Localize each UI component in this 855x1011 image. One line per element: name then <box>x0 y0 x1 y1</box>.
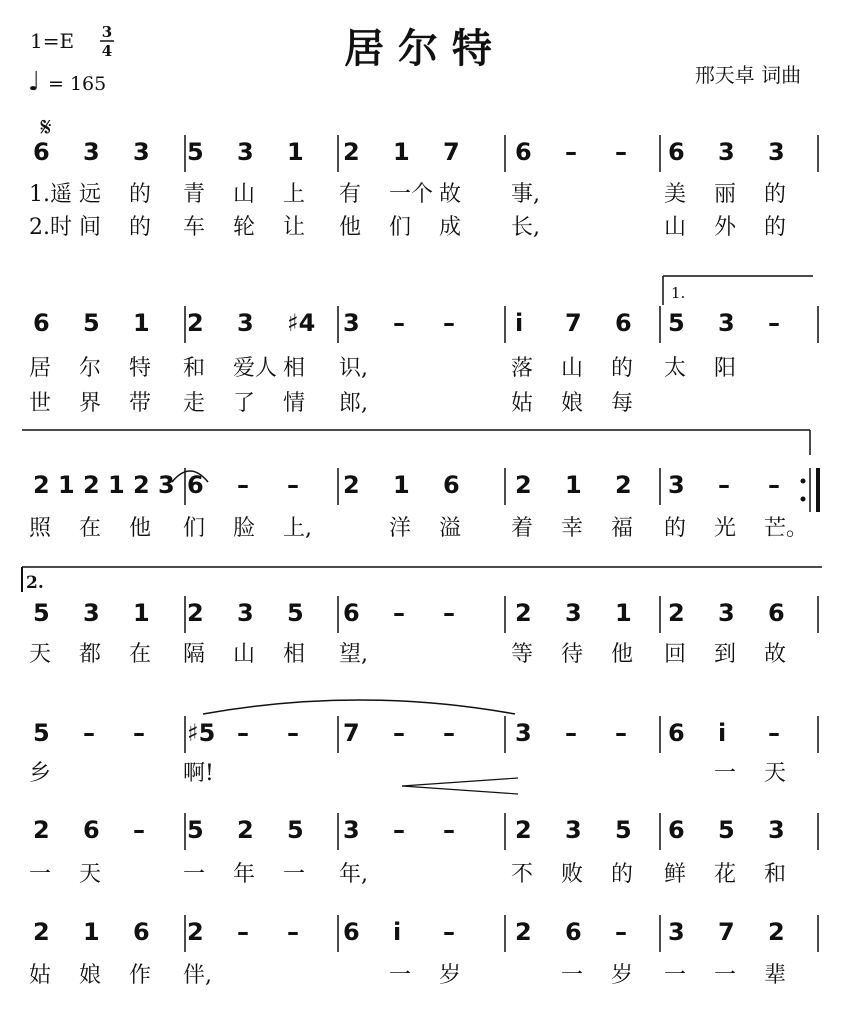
lyric-syllable: 故 <box>439 182 462 207</box>
lyric-syllable: 娘 <box>79 963 102 988</box>
lyric-syllable: 相 <box>283 642 306 667</box>
time-signature-top: 3 <box>101 23 113 41</box>
lyric-syllable: 作 <box>129 963 152 988</box>
score-row-7 <box>29 915 818 988</box>
lyric-syllable: 芒。 <box>764 516 809 541</box>
lyric-syllable: 2.时 <box>29 215 72 240</box>
lyric-syllable: 相 <box>283 356 306 381</box>
lyric-syllable: 啊! <box>183 761 214 786</box>
note: 3 <box>718 138 735 166</box>
lyric-syllable: 的 <box>764 215 787 240</box>
note: 2 <box>187 599 204 627</box>
lyric-syllable: 待 <box>561 642 584 667</box>
note: – <box>133 816 145 844</box>
lyric-syllable: 一 <box>389 963 412 988</box>
score-rows <box>29 135 818 988</box>
score-row-2 <box>29 306 818 416</box>
volta-bracket-2 <box>22 567 822 593</box>
note: 2 <box>343 471 360 499</box>
score-row-5 <box>29 716 818 786</box>
note: – <box>443 918 455 946</box>
lyric-syllable: 们 <box>389 215 412 240</box>
note: 3 <box>768 816 785 844</box>
lyric-syllable: 丽 <box>714 182 737 207</box>
lyric-syllable: 有 <box>339 182 362 207</box>
lyric-syllable: 年 <box>233 862 256 887</box>
lyric-syllable: 落 <box>511 356 534 381</box>
lyric-syllable: 间 <box>79 215 102 240</box>
note: – <box>287 719 299 747</box>
note: 5 <box>33 719 50 747</box>
lyric-syllable: 了 <box>233 391 256 416</box>
lyric-syllable: 带 <box>129 391 152 416</box>
lyric-syllable: 山 <box>233 642 256 667</box>
lyric-syllable: 脸 <box>233 516 256 541</box>
lyric-syllable: 事, <box>511 182 540 207</box>
note: 3 <box>565 599 582 627</box>
volta-continuation <box>22 430 810 455</box>
note: 3 <box>768 138 785 166</box>
lyric-syllable: 一 <box>664 963 687 988</box>
note: 3 <box>668 471 685 499</box>
lyric-syllable: 一 <box>29 862 52 887</box>
lyric-syllable: 岁 <box>611 963 634 988</box>
lyric-syllable: 的 <box>611 862 634 887</box>
lyric-syllable: 太 <box>664 356 687 381</box>
lyric-syllable: 福 <box>611 516 634 541</box>
note: – <box>615 719 627 747</box>
note: 2 <box>668 599 685 627</box>
note: 3 <box>565 816 582 844</box>
note: – <box>393 816 405 844</box>
note: 3 <box>515 719 532 747</box>
lyric-syllable: 在 <box>79 516 102 541</box>
note: 5 <box>33 599 50 627</box>
score-header <box>28 23 801 143</box>
note: 7 <box>343 719 360 747</box>
lyric-syllable: 他 <box>611 642 634 667</box>
lyric-syllable: 成 <box>439 215 462 240</box>
lyric-syllable: 洋 <box>389 516 412 541</box>
lyric-syllable: 一 <box>283 862 306 887</box>
lyric-syllable: 姑 <box>511 391 534 416</box>
note: – <box>287 471 299 499</box>
lyric-syllable: 照 <box>29 516 52 541</box>
score-row-3 <box>29 468 818 541</box>
lyric-syllable: 一 <box>714 761 737 786</box>
note: 2 <box>515 918 532 946</box>
note: 5 <box>187 816 204 844</box>
lyric-syllable: 幸 <box>561 516 584 541</box>
note: – <box>768 471 780 499</box>
lyric-syllable: 世 <box>29 391 52 416</box>
note: – <box>237 719 249 747</box>
note: 6 <box>33 138 50 166</box>
note: i <box>515 309 524 337</box>
lyric-syllable: 不 <box>511 862 534 887</box>
note: – <box>83 719 95 747</box>
score-row-4 <box>29 596 818 667</box>
lyric-syllable: 的 <box>129 215 152 240</box>
note: – <box>393 309 405 337</box>
note: 3 <box>668 918 685 946</box>
lyric-syllable: 长, <box>511 215 540 240</box>
note: 1 <box>393 138 410 166</box>
score-row-6 <box>29 813 818 887</box>
lyric-syllable: 尔 <box>79 356 102 381</box>
volta-bracket-1 <box>663 276 813 305</box>
note: 3 <box>83 138 100 166</box>
lyric-syllable: 外 <box>714 215 737 240</box>
note: 2 <box>515 471 532 499</box>
lyric-syllable: 们 <box>183 516 206 541</box>
lyric-syllable: 败 <box>561 862 584 887</box>
lyric-syllable: 郎, <box>339 391 368 416</box>
lyric-syllable: 一 <box>183 862 206 887</box>
note: 5 <box>615 816 632 844</box>
note: – <box>287 918 299 946</box>
lyric-syllable: 一个 <box>389 182 434 207</box>
lyric-syllable: 他 <box>339 215 362 240</box>
lyric-syllable: 和 <box>183 356 206 381</box>
lyric-syllable: 年, <box>339 862 368 887</box>
lyric-syllable: 天 <box>29 642 52 667</box>
note: 7 <box>565 309 582 337</box>
note: i <box>393 918 402 946</box>
key-signature: 1=E <box>30 29 75 53</box>
note: 6 <box>187 471 204 499</box>
lyric-syllable: 上, <box>283 516 312 541</box>
note: 2 <box>33 918 50 946</box>
lyric-syllable: 等 <box>511 642 534 667</box>
lyric-syllable: 1.遥 <box>29 182 72 207</box>
lyric-syllable: 一 <box>714 963 737 988</box>
note: 3 <box>718 599 735 627</box>
volta-2-label: 2. <box>26 573 44 593</box>
lyric-syllable: 轮 <box>233 215 256 240</box>
time-signature-bottom: 4 <box>101 42 113 60</box>
note: 6 <box>133 918 150 946</box>
note: 3 <box>237 138 254 166</box>
lyric-syllable: 望, <box>339 642 368 667</box>
note: 2 3 <box>133 471 175 499</box>
note: 2 <box>33 816 50 844</box>
note: 3 <box>343 816 360 844</box>
note: – <box>443 816 455 844</box>
lyric-syllable: 着 <box>511 516 534 541</box>
note: – <box>237 471 249 499</box>
repeat-barline <box>801 468 819 512</box>
note: 3 <box>133 138 150 166</box>
lyric-syllable: 和 <box>764 862 787 887</box>
lyric-syllable: 特 <box>129 356 152 381</box>
note: 6 <box>515 138 532 166</box>
note: 1 <box>393 471 410 499</box>
note: – <box>393 599 405 627</box>
lyric-syllable: 到 <box>714 642 737 667</box>
note: – <box>565 138 577 166</box>
note: 2 1 <box>83 471 125 499</box>
note: 3 <box>237 309 254 337</box>
note: 6 <box>668 138 685 166</box>
lyric-syllable: 姑 <box>29 963 52 988</box>
slur-arc-long <box>203 700 515 714</box>
note: 2 <box>615 471 632 499</box>
lyric-syllable: 居 <box>29 356 52 381</box>
lyric-syllable: 鲜 <box>664 862 687 887</box>
note: 6 <box>83 816 100 844</box>
tempo-note-icon: ♩ <box>28 67 41 97</box>
note: – <box>615 918 627 946</box>
note: – <box>443 599 455 627</box>
lyric-syllable: 识, <box>339 356 368 381</box>
note: 6 <box>615 309 632 337</box>
lyric-syllable: 山 <box>561 356 584 381</box>
note: 2 1 <box>33 471 75 499</box>
tempo-marking: = 165 <box>48 73 107 95</box>
lyric-syllable: 让 <box>283 215 306 240</box>
lyric-syllable: 界 <box>79 391 102 416</box>
note: 5 <box>287 599 304 627</box>
note: 3 <box>83 599 100 627</box>
note: 6 <box>443 471 460 499</box>
note: 2 <box>187 918 204 946</box>
lyric-syllable: 车 <box>183 215 206 240</box>
note: 1 <box>615 599 632 627</box>
lyric-syllable: 光 <box>714 516 737 541</box>
lyric-syllable: 的 <box>764 182 787 207</box>
volta-1-label: 1. <box>671 284 686 302</box>
note: 2 <box>515 599 532 627</box>
lyric-syllable: 美 <box>664 182 687 207</box>
note: 3 <box>718 309 735 337</box>
note: – <box>565 719 577 747</box>
lyric-syllable: 一 <box>561 963 584 988</box>
note: 3 <box>237 599 254 627</box>
song-title: 居 尔 特 <box>344 25 492 72</box>
lyric-syllable: 青 <box>183 182 206 207</box>
lyric-syllable: 都 <box>79 642 102 667</box>
note: i <box>718 719 727 747</box>
note: – <box>133 719 145 747</box>
lyric-syllable: 爱人 <box>233 356 278 381</box>
note: 2 <box>343 138 360 166</box>
lyric-syllable: 伴, <box>183 963 212 988</box>
note: 5 <box>287 816 304 844</box>
lyric-syllable: 岁 <box>439 963 462 988</box>
lyric-syllable: 在 <box>129 642 152 667</box>
note: 1 <box>83 918 100 946</box>
score-row-1 <box>29 135 818 240</box>
note: 2 <box>237 816 254 844</box>
credit-line: 邢天卓 词曲 <box>694 63 802 87</box>
note: 6 <box>343 918 360 946</box>
note: 5 <box>83 309 100 337</box>
lyric-syllable: 的 <box>611 356 634 381</box>
lyric-syllable: 阳 <box>714 356 737 381</box>
lyric-syllable: 天 <box>764 761 787 786</box>
note: 2 <box>515 816 532 844</box>
note: – <box>393 719 405 747</box>
lyric-syllable: 溢 <box>439 516 462 541</box>
note: 5 <box>187 138 204 166</box>
note: – <box>615 138 627 166</box>
lyric-syllable: 走 <box>183 391 206 416</box>
note: 1 <box>133 309 150 337</box>
lyric-syllable: 的 <box>129 182 152 207</box>
lyric-syllable: 娘 <box>561 391 584 416</box>
lyric-syllable: 隔 <box>183 642 206 667</box>
lyric-syllable: 天 <box>79 862 102 887</box>
lyric-syllable: 故 <box>764 642 787 667</box>
note: 5 <box>668 309 685 337</box>
note: 7 <box>443 138 460 166</box>
note: 6 <box>768 599 785 627</box>
lyric-syllable: 山 <box>664 215 687 240</box>
lyric-syllable: 山 <box>233 182 256 207</box>
lyric-syllable: 辈 <box>764 963 787 988</box>
note: – <box>718 471 730 499</box>
note: 3 <box>343 309 360 337</box>
note: 6 <box>668 816 685 844</box>
segno-icon: 𝄋 <box>40 113 52 143</box>
note: 7 <box>718 918 735 946</box>
note: ♯5 <box>187 719 216 747</box>
lyric-syllable: 情 <box>283 391 306 416</box>
note: – <box>237 918 249 946</box>
note: – <box>443 719 455 747</box>
lyric-syllable: 他 <box>129 516 152 541</box>
lyric-syllable: 上 <box>283 182 306 207</box>
note: 1 <box>565 471 582 499</box>
lyric-syllable: 远 <box>79 182 102 207</box>
note: 5 <box>718 816 735 844</box>
note: – <box>768 309 780 337</box>
note: 2 <box>768 918 785 946</box>
note: 6 <box>565 918 582 946</box>
note: 1 <box>133 599 150 627</box>
note: 6 <box>33 309 50 337</box>
hairpin-decrescendo <box>402 778 518 794</box>
note: – <box>443 309 455 337</box>
note: ♯4 <box>287 309 316 337</box>
note: 6 <box>668 719 685 747</box>
lyric-syllable: 乡 <box>29 761 52 786</box>
lyric-syllable: 回 <box>664 642 687 667</box>
note: 1 <box>287 138 304 166</box>
lyric-syllable: 每 <box>611 391 634 416</box>
note: – <box>768 719 780 747</box>
lyric-syllable: 的 <box>664 516 687 541</box>
lyric-syllable: 花 <box>714 862 737 887</box>
note: 2 <box>187 309 204 337</box>
note: 6 <box>343 599 360 627</box>
